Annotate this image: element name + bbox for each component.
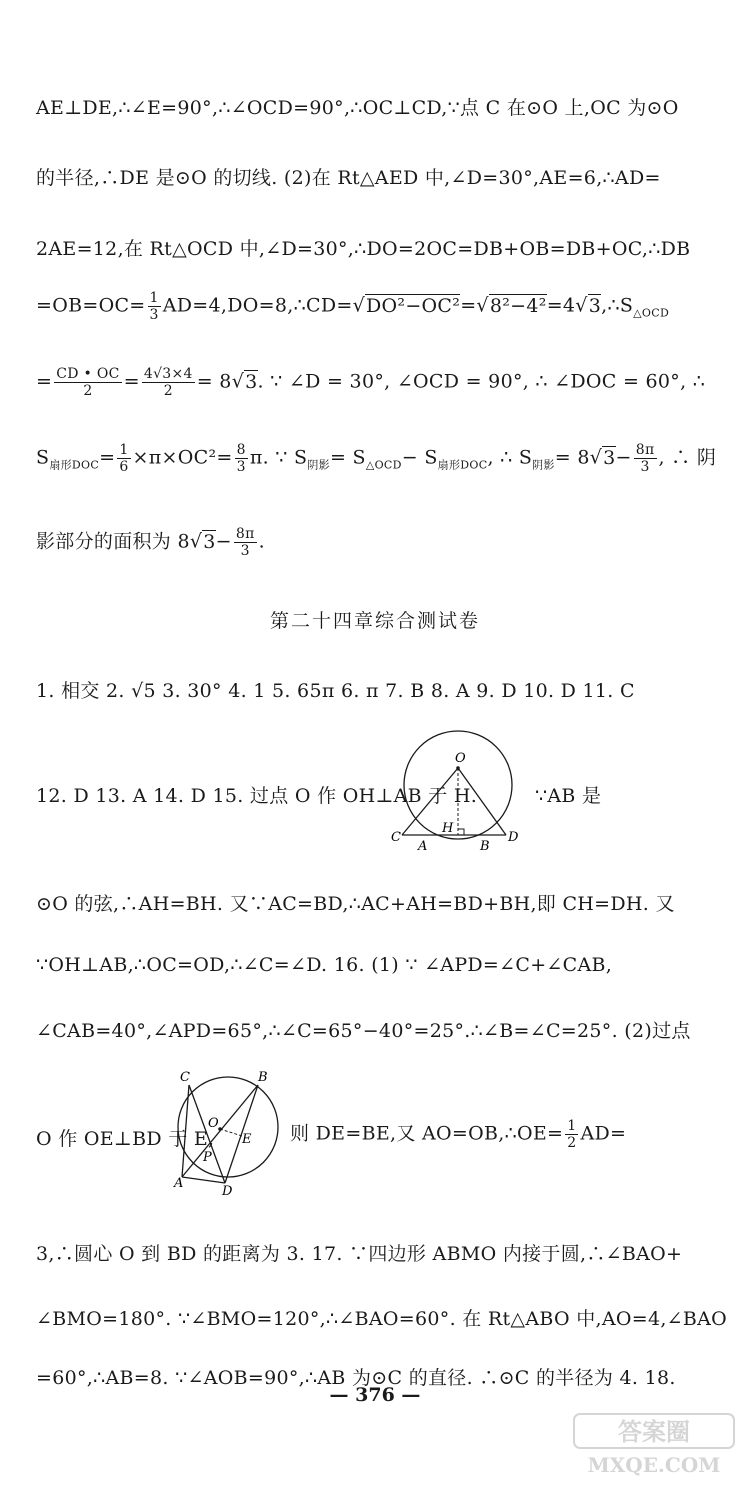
fraction-1-3: $\frac{1}{3}$: [149, 290, 159, 323]
watermark-text-1: 答案圈: [618, 1417, 690, 1446]
watermark-text-2: MXQE.COM: [587, 1453, 721, 1477]
answers-line-2-end: ∵AB 是: [535, 785, 602, 807]
text-line-2: 的半径,∴DE 是⊙O 的切线. (2)在 Rt△AED 中,∠D=30°,AE=6,∴AD=: [36, 167, 661, 189]
section-title: 第二十四章综合测试卷: [269, 610, 480, 632]
fig1-label-o: O: [455, 751, 466, 766]
fig2-label-e: E: [242, 1132, 252, 1147]
answers-line-1: 1. 相交 2. √5 3. 30° 4. 1 5. 65π 6. π 7. B 8. A 9. D 10. D 11. C: [36, 680, 635, 702]
fraction-8-3: $\frac{8}{3}$: [236, 442, 246, 475]
fig1-right-angle: [458, 829, 464, 835]
fig2-line-ad: [182, 1177, 225, 1183]
fig1-point-o: [456, 766, 460, 770]
page-number: — 376 —: [329, 1384, 421, 1406]
fig2-label-d: D: [222, 1184, 233, 1195]
fig2-line-oe: [220, 1129, 242, 1136]
fig1-label-a: A: [418, 839, 428, 854]
fig2-label-b: B: [258, 1070, 268, 1085]
fig2-label-p: P: [203, 1150, 212, 1165]
answers-line-8: ∠BMO=180°. ∵∠BMO=120°,∴∠BAO=60°. 在 Rt△ABO 中,AO=4,∠BAO: [36, 1308, 728, 1330]
fig1-label-c: C: [391, 830, 401, 845]
circle-figure-1: [388, 728, 528, 854]
fig1-line-od: [458, 768, 506, 835]
fig2-label-o: O: [208, 1116, 219, 1131]
watermark-logo: [572, 1410, 742, 1480]
fraction-1-6: $\frac{1}{6}$: [119, 442, 129, 475]
text-line-6: $S_{扇形DOC}=$ $\frac{1}{6}$ ×π×OC²= $\frac{8}{3}$ π. ∵ $S_{阴影}= S_{\triangle OCD}- S_{扇形DOC}$, ∴ $S_{阴影}= 8√3-$ $\frac{8\pi}{3}$ , ∴ 阴: [36, 442, 717, 475]
fig1-label-b: B: [480, 839, 490, 854]
fraction-4sqrt3: $\frac{4√3\times 4}{2}$: [143, 366, 193, 399]
fraction-cd-oc: $\frac{CD • OC}{2}$: [56, 366, 120, 399]
text-line-1: AE⊥DE,∴∠E=90°,∴∠OCD=90°,∴OC⊥CD,∵点 C 在⊙O 上,OC 为⊙O: [36, 97, 679, 119]
fig2-label-a: A: [174, 1176, 184, 1191]
text-line-5: = $\frac{CD • OC}{2}$ = $\frac{4√3\times 4}{2}$ = 8√3. ∵ ∠D = 30°, ∠OCD = 90°, ∴ ∠DOC = 60°, ∴: [36, 366, 706, 399]
fraction-8pi-3-b: $\frac{8\pi}{3}$: [235, 526, 255, 559]
answers-line-2: 12. D 13. A 14. D 15. 过点 O 作 OH⊥AB 于 H.: [36, 785, 478, 807]
fraction-1-2: $\frac{1}{2}$: [567, 1118, 577, 1151]
answers-line-5: ∠CAB=40°,∠APD=65°,∴∠C=65°−40°=25°.∴∠B=∠C=25°. (2)过点: [36, 1020, 691, 1042]
answers-line-4: ∵OH⊥AB,∴OC=OD,∴∠C=∠D. 16. (1) ∵ ∠APD=∠C+∠CAB,: [36, 954, 613, 976]
fig2-point-o: [218, 1127, 222, 1131]
fig1-label-h: H: [442, 821, 454, 836]
text-line-4: =OB=OC= $\frac{1}{3}$ $AD=4,DO=8,\therefore CD=√DO^2-OC^2=√8^2-4^2=4√3,\therefore S_{\triangle OCD}$: [36, 290, 670, 323]
fig2-label-c: C: [180, 1070, 190, 1085]
fraction-8pi-3: $\frac{8\pi}{3}$: [635, 442, 655, 475]
fig1-label-d: D: [508, 830, 519, 845]
answers-line-9: =60°,∴AB=8. ∵∠AOB=90°,∴AB 为⊙C 的直径. ∴⊙C 的半径为 4. 18.: [36, 1367, 676, 1389]
answers-line-3: ⊙O 的弦,∴AH=BH. 又∵AC=BD,∴AC+AH=BD+BH,即 CH=DH. 又: [36, 893, 675, 915]
text-line-7: 影部分的面积为 8√3− $\frac{8\pi}{3}$ .: [36, 526, 265, 559]
answers-line-6: O 作 OE⊥BD 于 E,: [36, 1128, 215, 1150]
answers-line-6-end: 则 DE=BE,又 AO=OB,∴OE= $\frac{1}{2}$ AD=: [290, 1118, 627, 1151]
answers-line-7: 3,∴圆心 O 到 BD 的距离为 3. 17. ∵四边形 ABMO 内接于圆,∴∠BAO+: [36, 1243, 683, 1265]
l4-part: =OB=OC=: [36, 294, 146, 317]
text-line-3: 2AE=12,在 Rt△OCD 中,∠D=30°,∴DO=2OC=DB+OB=DB+OC,∴DB: [36, 238, 691, 260]
